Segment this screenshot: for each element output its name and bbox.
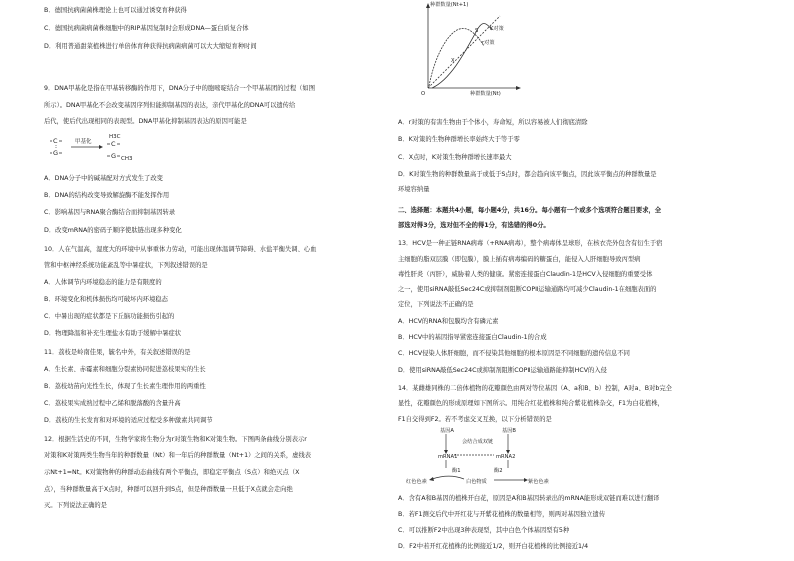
h3c-label: H3C — [109, 134, 121, 140]
left-text-line: 对策和K对策两类生物当年的种群数量（Nt）和一年后的种群数量（Nt+1）之间的关系，虚线表 — [44, 452, 312, 459]
left-text-line: B．DNA的结构改变导致解旋酶不能发挥作用 — [44, 192, 170, 199]
left-text-line: 所示）。DNA甲基化不会改变基因序列但能抑制基因的表达，亲代甲基化的DNA可以遗传给 — [44, 102, 296, 109]
right-text-line: 毒性肝炎（丙肝），威胁着人类的健康。紧密连接蛋白Claudin-1是HCV入侵细胞的重要受体 — [398, 270, 653, 278]
left-text-line: C．德国抗病菌病菌株细胞中的RIP基因复制时会形成DNA—蛋白质复合体 — [44, 25, 249, 32]
left-text-line: B．环境变化和机体损伤均可破坏内环境稳态 — [44, 296, 168, 303]
r-curve — [429, 28, 484, 86]
right-text-line: D．使用siRNA敲低Sec24C或抑制剂阻断COPⅡ运输通路能抑制HCV的入侵 — [398, 367, 607, 374]
left-text-line: 9．DNA甲基化是指在甲基转移酶的作用下，DNA分子中的胞嘧啶结合一个甲基基团的过程（如图 — [44, 85, 316, 92]
right-text-line: 之一，使用siRNA敲低Sec24C或抑制剂阻断COPⅡ运输通路均可减少Claudin-1在细胞表面的 — [398, 286, 657, 293]
left-text-line: D．改变mRNA的密码子顺序使肽链出现多种变化 — [44, 227, 182, 234]
left-text-line: 11．荔枝是岭南佳果，毓名中外，有关叙述错误的是 — [44, 349, 191, 356]
methylation-diagram — [49, 131, 189, 169]
left-text-line: 管和中枢神经系统功能紊乱等中暑症状，下列叙述错误的是 — [44, 262, 208, 269]
y-axis-label: 种群数量(Nt+1) — [430, 2, 469, 8]
right-text-line: B．K对策的生物种群增长率始终大于等于零 — [398, 136, 520, 144]
right-text-line: A．含有A和B基因的植株开白花，原因是A和B基因转录出的mRNA能形成双链而难以进行翻译 — [398, 494, 660, 502]
right-text-line: C．X点时，K对策生物种群增长速率最大 — [398, 153, 512, 161]
right-text-line: C．可以推断F2中出现3种表现型，其中白色个体基因型有5种 — [398, 527, 570, 535]
mrna1-label: mRNA1 — [438, 454, 458, 461]
strand-g-left: G — [53, 149, 59, 157]
left-text-line: 点），当种群数量高于X点时，种群可以回升到S点，但是种群数量一旦低于X点就会走向绝 — [44, 486, 293, 493]
right-text-line: 二、选择题：本题共4小题，每小题4分，共16分。每小题有一个或多个选项符合题目要求，全 — [398, 206, 662, 214]
arrow-label: 甲基化 — [75, 139, 92, 145]
gene-b-label: 基因B — [502, 428, 516, 435]
right-text-line: B．HCV中的基因指导紧密连接蛋白Claudin-1的合成 — [398, 333, 547, 341]
enzyme1-label: 酶1 — [452, 468, 461, 475]
pathway-diagram — [404, 425, 604, 491]
x-point-label: X — [451, 58, 455, 64]
left-text-line: A．DNA分子中的碱基配对方式发生了改变 — [44, 175, 163, 182]
right-text-line: A．r对策的有害生物由于个体小，寿命短，所以容易被人们彻底清除 — [398, 119, 588, 127]
right-text-line: A．HCV的RNA和包膜均含有磷元素 — [398, 317, 499, 325]
right-text-line: 显性，花瓣颜色的形成原理如下图所示。用纯合红花植株和纯合紫花植株杂交，F1为白花植株， — [398, 400, 664, 408]
left-text-line: A．人体调节内环境稳态的能力是有限度的 — [44, 279, 162, 286]
purple-pigment-label: 紫色色素 — [528, 479, 549, 486]
left-text-line: 12．根据生活史的不同，生物学家将生物分为r对策生物和K对策生物。下图两条曲线分别表示r — [44, 436, 307, 443]
left-text-line: C．影响基因与RNA聚合酶结合而抑制基因转录 — [44, 209, 176, 216]
right-text-line: 部选对得3分，选对但不全的得1分，有选错的得0分。 — [398, 222, 550, 230]
mrna2-label: mRNA2 — [496, 454, 516, 461]
left-text-line: 后代，使后代出现相同的表现型。DNA甲基化抑制基因表达的原因可能是 — [44, 118, 247, 125]
right-text-line: 定位，下列说法不正确的是 — [398, 301, 474, 309]
strand-g-right: G — [111, 152, 117, 160]
gene-a-label: 基因A — [440, 428, 454, 435]
s-label: S — [475, 28, 479, 34]
population-chart — [420, 0, 530, 96]
r-label: r对策 — [482, 40, 495, 46]
right-text-line: 14．某雌雄同株的二倍体植物的花瓣颜色由两对等位基因（A、a和B、b）控制，A对a、B对b完全 — [398, 385, 672, 393]
left-text-line: 10．人在气温高，湿度大的环境中从事重体力劳动，可能出现体温调节障碍、水盐平衡失调、心血 — [44, 246, 317, 253]
strand-c-right: C — [111, 140, 116, 148]
left-text-line: D．物理降温和补充生理盐水有助于缓解中暑症状 — [44, 330, 182, 337]
left-text-line: B．荔枝幼苗向光性生长，体现了生长素生理作用的两重性 — [44, 383, 206, 390]
left-text-line: A．生长素、赤霉素和细胞分裂素协同促进荔枝果实的生长 — [44, 366, 206, 373]
left-text-line: D．荔枝的生长发育和对环境的适应过程受多种激素共同调节 — [44, 417, 213, 424]
pairing-label: 会结合成双链 — [462, 439, 494, 446]
right-text-line: 13．HCV是一种正链RNA病毒（+RNA病毒），整个病毒体呈球形，在核衣壳外包含有衍生于宿 — [398, 240, 663, 248]
strand-c-left: C — [53, 137, 58, 145]
left-text-line: B．德国抗病菌菌株理论上也可以通过诱变育种获得 — [44, 7, 187, 14]
left-text-line: 灭。下列说法正确的是 — [44, 502, 107, 509]
left-text-line: 示Nt+1=Nt。K对策物种的种群动态曲线有两个平衡点，即稳定平衡点（S点）和绝灭点（X — [44, 469, 300, 476]
right-text-line: 环境容纳量 — [398, 185, 430, 193]
white-substance-label: 白色物质 — [466, 479, 487, 486]
enzyme2-label: 酶2 — [494, 468, 503, 475]
right-text-line: B．若F1测交后代中开红花与开紫花植株的数量相等，则两对基因独立遗传 — [398, 511, 606, 518]
red-arrow — [432, 476, 464, 479]
red-pigment-label: 红色色素 — [406, 479, 427, 486]
left-text-line: C．中暑出现的症状都是下丘脑功能损伤引起的 — [44, 313, 175, 320]
origin-label: O — [421, 91, 426, 96]
right-text-line: C．HCV侵染人体肝细胞，而不侵染其他细胞的根本原因是不同细胞的遗传信息不同 — [398, 349, 630, 357]
right-text-line: F1自交得到F2。若不考虑交叉互换，以下分析错误的是 — [398, 415, 552, 423]
k-label: K对策 — [490, 26, 504, 32]
right-text-line: D．F2中若开红花植株的比例接近1/2，则开白花植株的比例接近1/4 — [398, 543, 589, 551]
right-text-line: 主细胞的脂双层膜（即包膜），膜上插有病毒编码的糖蛋白，能侵入人肝细胞导致丙型病 — [398, 255, 641, 263]
right-text-line: D．K对策生物的种群数量高于或低于S点时，都会趋向该平衡点，因此该平衡点的种群数量是 — [398, 170, 657, 178]
left-text-line: C．荔枝果实成熟过程中乙烯和脱落酸的含量升高 — [44, 400, 181, 407]
left-text-line: D．利用普通甜菜植株进行单倍体育种获得抗病菌病菌可以大大缩短育种时间 — [44, 43, 257, 50]
ch3-label: CH3 — [121, 156, 133, 162]
x-axis-label: 种群数量(Nt) — [470, 91, 501, 96]
